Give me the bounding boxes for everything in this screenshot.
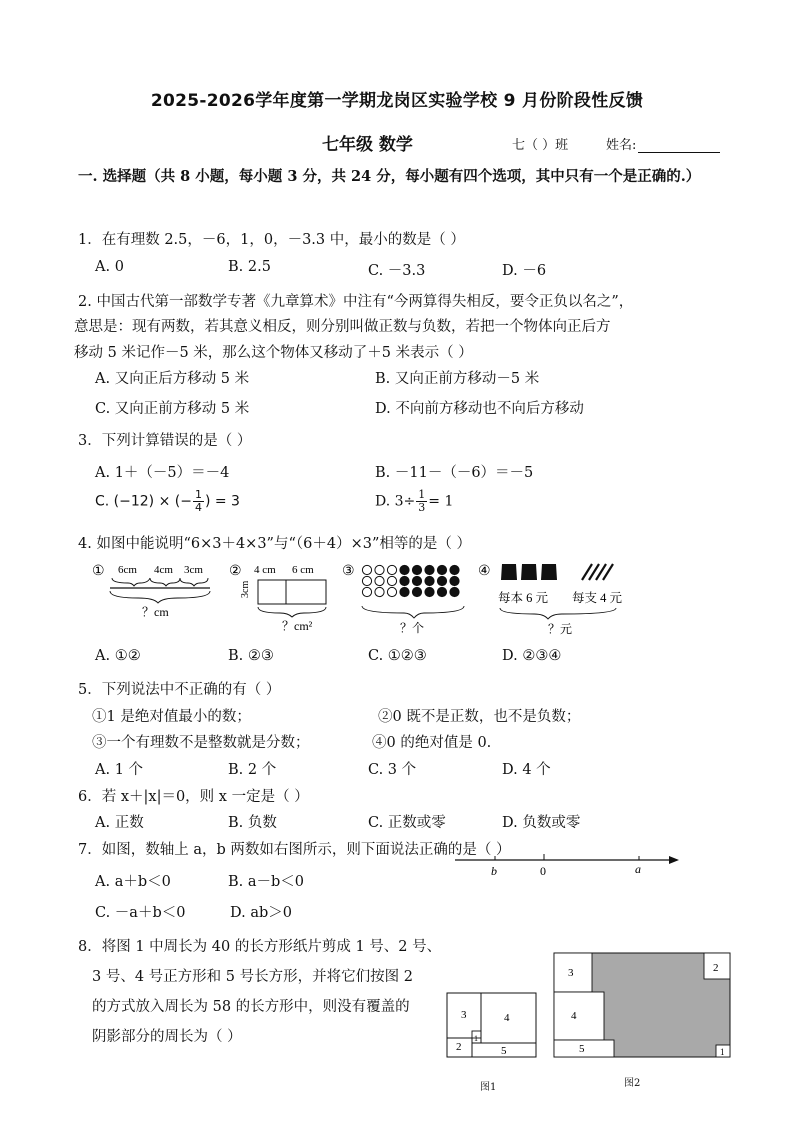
q3-d-fraction: $\frac{1}{3}$: [418, 488, 426, 514]
fig1-brace-top-3: [180, 578, 208, 586]
q4-figure-3: [342, 564, 464, 635]
fig2-label-6cm: 6 cm: [292, 564, 314, 576]
book-icons: [501, 564, 557, 580]
fig1-brace-bottom: [110, 591, 210, 603]
filled-dot: [425, 587, 434, 596]
q7-option-c[interactable]: C. －a＋b＜0: [95, 905, 186, 921]
q5-statement-3: ③一个有理数不是整数就是分数；: [92, 735, 310, 751]
q4-figure-2: [229, 564, 326, 633]
filled-dot: [450, 587, 459, 596]
q1-option-c[interactable]: C. －3.3: [368, 263, 426, 279]
fig1-label-2: 2: [456, 1041, 462, 1053]
hollow-dot: [362, 565, 371, 574]
hollow-dot: [387, 587, 396, 596]
fig1-label-5: 5: [501, 1045, 507, 1057]
q5-statement-4: ④0 的绝对值是 0.: [372, 735, 492, 751]
q5-statement-1: ①1 是绝对值最小的数；: [92, 709, 251, 725]
q2-option-b[interactable]: B. 又向正前方移动－5 米: [375, 371, 540, 387]
q3-option-b[interactable]: B. －11－（－6）＝－5: [375, 465, 534, 481]
hollow-dot: [362, 576, 371, 585]
fig2-label-4cm: 4 cm: [254, 564, 276, 576]
q5-option-d[interactable]: D. 4 个: [502, 762, 551, 778]
fig1-brace-top-2: [150, 578, 180, 586]
name-field[interactable]: [606, 134, 720, 153]
filled-dot: [400, 565, 409, 574]
q6-option-b[interactable]: B. 负数: [228, 815, 277, 831]
fig2-label-3: 3: [568, 967, 574, 979]
q5-option-a[interactable]: A. 1 个: [95, 762, 144, 778]
fig2-label-1: 1: [720, 1047, 725, 1057]
q3-option-d[interactable]: [375, 489, 453, 514]
q8-figure-1: [446, 990, 538, 1060]
name-label: 姓名:: [606, 138, 637, 153]
book-icon: [541, 564, 557, 580]
fig4-pen-price: 每支 4 元: [572, 591, 623, 605]
q3-d-post: = 1: [428, 493, 454, 510]
q3-option-a[interactable]: A. 1＋（－5）＝－4: [95, 465, 230, 481]
name-blank[interactable]: [638, 138, 720, 153]
q2-option-a[interactable]: A. 又向正后方移动 5 米: [95, 371, 250, 387]
question-1-stem: 1．在有理数 2.5，－6，1，0，－3.3 中，最小的数是（ ）: [78, 232, 465, 248]
fig2-square-4: [554, 992, 604, 1040]
fig2-side-label: 3cm: [240, 580, 251, 598]
fig4-question: ？元: [548, 622, 573, 636]
q1-option-b[interactable]: B. 2.5: [228, 259, 271, 275]
question-8-line2: 3 号、4 号正方形和 5 号长方形，并将它们按图 2: [92, 969, 413, 985]
fig1-brace-top-1: [112, 578, 150, 586]
filled-dot: [450, 565, 459, 574]
fig1-mark: ①: [92, 564, 105, 579]
q3-c-post: ) = 3: [204, 493, 240, 510]
q4-figure-1: [92, 564, 210, 619]
hollow-dot: [387, 565, 396, 574]
q8-figure-1-caption: 图1: [480, 1082, 497, 1093]
fig2-label-5: 5: [579, 1043, 585, 1055]
filled-dot: [437, 576, 446, 585]
question-8-line1: 8．将图 1 中周长为 40 的长方形纸片剪成 1 号、2 号、: [78, 939, 442, 955]
question-3-stem: 3．下列计算错误的是（ ）: [78, 433, 252, 449]
filled-dot: [437, 587, 446, 596]
question-2-line2: 意思是：现有两数，若其意义相反，则分别叫做正数与负数，若把一个物体向正后方: [74, 319, 611, 335]
filled-dot: [400, 587, 409, 596]
hollow-dot: [375, 565, 384, 574]
book-icon: [501, 564, 517, 580]
question-5-stem: 5．下列说法中不正确的有（ ）: [78, 682, 281, 698]
filled-dot: [412, 576, 421, 585]
section-heading: 一. 选择题（共 8 小题，每小题 3 分，共 24 分，每小题有四个选项，其中只有一个是正确的.）: [78, 168, 701, 185]
q4-figure-4: [478, 564, 623, 636]
fig1-question: ？cm: [142, 605, 169, 619]
fig4-book-price: 每本 6 元: [498, 591, 549, 605]
filled-dot: [412, 587, 421, 596]
q5-option-c[interactable]: C. 3 个: [368, 762, 417, 778]
filled-dot: [412, 565, 421, 574]
pen-icons: [582, 564, 613, 580]
q2-option-c[interactable]: C. 又向正前方移动 5 米: [95, 401, 250, 417]
q6-option-a[interactable]: A. 正数: [95, 815, 144, 831]
book-icon: [521, 564, 537, 580]
label-a: a: [635, 862, 641, 876]
q7-option-a[interactable]: A. a＋b＜0: [95, 874, 171, 890]
q1-option-a[interactable]: A. 0: [95, 259, 124, 275]
fig4-mark: ④: [478, 564, 491, 579]
filled-dot: [425, 576, 434, 585]
subject-label: 七年级 数学: [322, 135, 413, 155]
hollow-dot: [362, 587, 371, 596]
question-6-stem: 6．若 x＋|x|＝0，则 x 一定是（ ）: [78, 789, 309, 805]
q3-d-pre: D. 3÷: [375, 493, 416, 510]
fig1-label-3: 3: [461, 1009, 467, 1021]
question-2-line3: 移动 5 米记作－5 米，那么这个物体又移动了＋5 米表示（ ）: [74, 345, 473, 361]
q8-figure-2-caption: 图2: [624, 1078, 641, 1089]
question-4-stem: 4. 如图中能说明“6×3＋4×3”与“（6＋4）×3”相等的是（ ）: [78, 536, 471, 552]
hollow-dot: [387, 576, 396, 585]
q6-option-c[interactable]: C. 正数或零: [368, 815, 446, 831]
question-7-stem: 7．如图，数轴上 a，b 两数如右图所示，则下面说法正确的是（ ）: [78, 842, 511, 858]
fig2-label-2: 2: [713, 962, 719, 974]
fig2-question: ？cm²: [282, 619, 313, 633]
fig3-mark: ③: [342, 564, 355, 579]
fig1-label-6cm: 6cm: [118, 564, 137, 576]
fig1-label-4cm: 4cm: [154, 564, 173, 576]
fig1-label-3cm: 3cm: [184, 564, 203, 576]
question-2-line1: 2. 中国古代第一部数学专著《九章算术》中注有“今两算得失相反，要令正负以名之”，: [78, 294, 634, 310]
arrow-right-icon: [669, 856, 679, 864]
fig3-question: ？个: [400, 621, 425, 635]
filled-dot: [450, 576, 459, 585]
q3-c-pre: C. (−12) × (−: [95, 493, 192, 510]
q3-c-fraction: $\frac{1}{4}$: [194, 488, 202, 514]
fig4-brace: [500, 608, 616, 619]
q4-figures: [88, 558, 648, 640]
fig2-mark: ②: [229, 564, 242, 579]
fig2-rectangle: [258, 580, 326, 604]
class-label: 七（ ）班: [512, 138, 569, 153]
number-line: [455, 848, 685, 880]
filled-dot: [400, 576, 409, 585]
hollow-dot: [375, 576, 384, 585]
hollow-dot: [375, 587, 384, 596]
fig1-label-4: 4: [504, 1012, 510, 1024]
filled-dot: [437, 565, 446, 574]
q2-option-d[interactable]: D. 不向前方移动也不向后方移动: [375, 401, 584, 417]
q4-option-c[interactable]: C. ①②③: [368, 648, 427, 664]
question-8-line3: 的方式放入周长为 58 的长方形中，则没有覆盖的: [92, 999, 410, 1015]
q8-figure-2: [553, 951, 733, 1059]
q5-statement-2: ②0 既不是正数，也不是负数；: [378, 709, 581, 725]
fig2-label-4: 4: [571, 1010, 577, 1022]
q1-option-d[interactable]: D. －6: [502, 263, 547, 279]
fig3-brace: [362, 606, 464, 618]
fig1-label-1: 1: [474, 1034, 478, 1043]
q4-option-b[interactable]: B. ②③: [228, 648, 274, 664]
label-b: b: [491, 864, 497, 878]
q7-option-b[interactable]: B. a－b＜0: [228, 874, 305, 890]
q4-option-a[interactable]: A. ①②: [95, 648, 141, 664]
q4-option-d[interactable]: D. ②③④: [502, 648, 562, 664]
q6-option-d[interactable]: D. 负数或零: [502, 815, 581, 831]
q5-option-b[interactable]: B. 2 个: [228, 762, 277, 778]
q7-option-d[interactable]: D. ab＞0: [230, 905, 292, 921]
question-8-line4: 阴影部分的周长为（ ）: [92, 1029, 242, 1045]
fig2-brace: [258, 607, 326, 617]
exam-title: 2025-2026学年度第一学期龙岗区实验学校 9 月份阶段性反馈: [150, 91, 644, 111]
q3-option-c[interactable]: [95, 489, 240, 514]
filled-dot: [425, 565, 434, 574]
label-zero: 0: [540, 864, 546, 878]
